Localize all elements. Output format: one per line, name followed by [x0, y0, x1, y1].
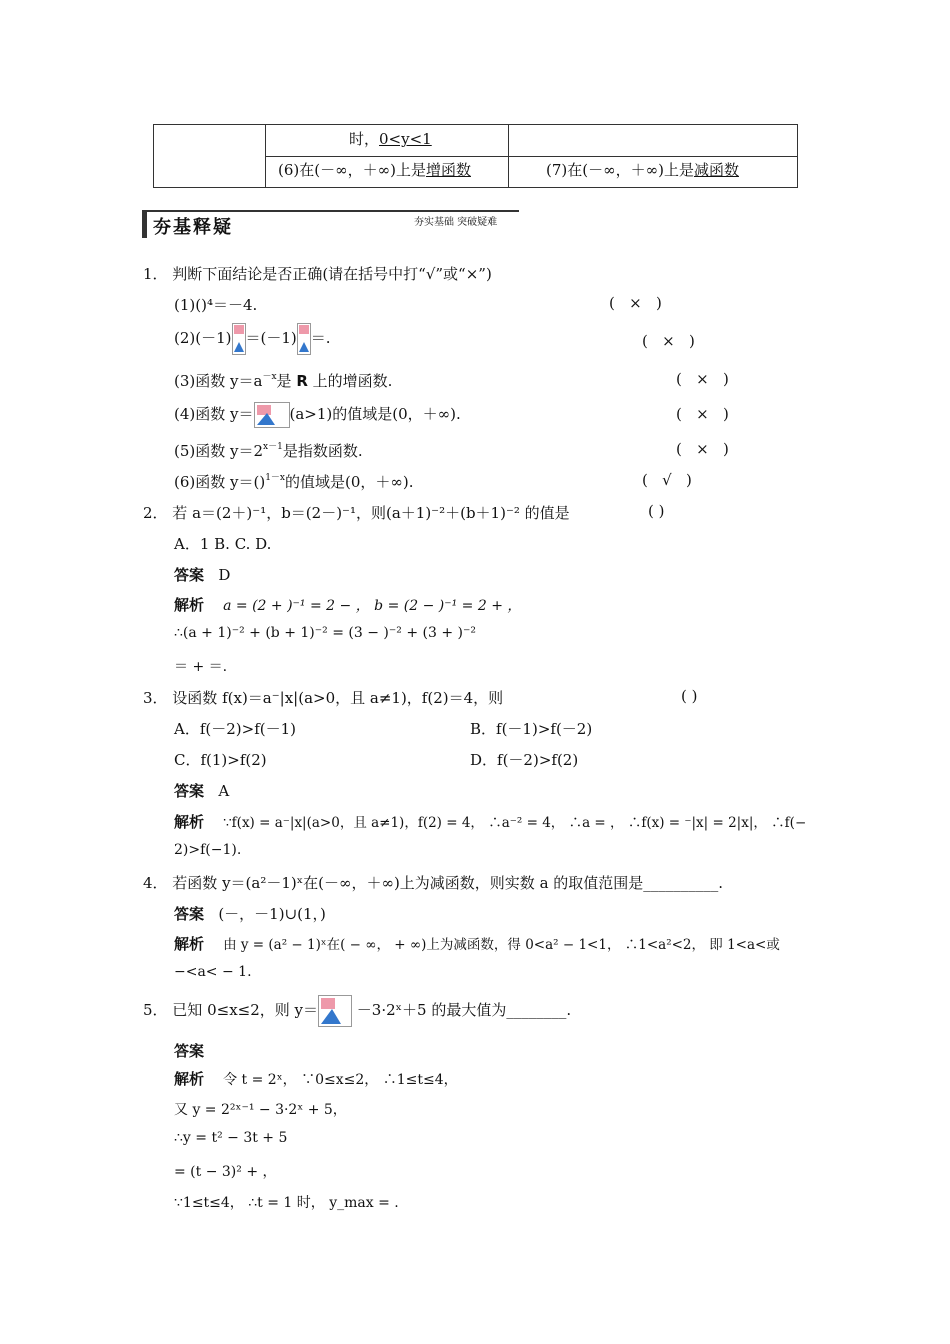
q5-answer	[174, 1040, 204, 1061]
answer-label: 答案	[174, 905, 205, 923]
q5-analysis-2: 又 y = 2²ˣ⁻¹ − 3·2ˣ + 5，	[174, 1102, 347, 1118]
q2-answer	[174, 564, 230, 585]
judgement-mark: ×	[696, 440, 709, 458]
q2-stem: 2． 若 a＝(2＋)⁻¹，b＝(2－)⁻¹，则(a＋1)⁻²＋(b＋1)⁻² 的值是	[143, 504, 570, 522]
q2-options: A．1 B. C. D.	[174, 535, 272, 553]
table-border-bottom	[153, 187, 798, 188]
section-subtitle: 夯实基础 突破疑难	[414, 217, 498, 228]
q3-analysis-2: 2)>f(−1).	[174, 842, 242, 858]
q1-item-5	[174, 440, 363, 461]
judgement-mark: √	[662, 471, 672, 489]
stem-text: －3·2ˣ＋5 的最大值为________.	[356, 1001, 572, 1019]
q4-analysis-2: −<a< − 1.	[174, 964, 252, 980]
q5-analysis-1	[174, 1068, 458, 1089]
q5-analysis-4: = (t − 3)² + ，	[174, 1164, 277, 1180]
item-text: (5)函数 y＝2	[174, 442, 264, 460]
q1-item-2	[174, 323, 331, 355]
q1-item-5-answer: ( × )	[676, 440, 729, 458]
q5-analysis-3: ∴y = t² − 3t + 5	[174, 1130, 288, 1146]
judgement-mark: ×	[662, 332, 675, 350]
broken-image-icon	[318, 995, 352, 1027]
answer-label: 答案	[174, 566, 205, 584]
cell-underlined-text: 0<y<1	[379, 130, 432, 148]
cell-text: (7)在(－∞，＋∞)上是	[546, 161, 694, 179]
q1-item-3-answer: ( × )	[676, 370, 729, 388]
item-text: ＝.	[310, 329, 331, 347]
q1-item-2-answer: ( × )	[642, 332, 695, 350]
table-border-right	[797, 124, 798, 188]
analysis-label: 解析	[174, 596, 205, 614]
analysis-text: a = (2 + )⁻¹ = 2 − ， b = (2 − )⁻¹ = 2 + ，	[223, 598, 522, 614]
analysis-label: 解析	[174, 813, 205, 831]
exponent: 1－x	[265, 473, 286, 483]
analysis-label: 解析	[174, 935, 205, 953]
q2-analysis-2: ∴(a + 1)⁻² + (b + 1)⁻² = (3 − )⁻² + (3 + )⁻²	[174, 625, 476, 641]
q3-stem: 3． 设函数 f(x)＝a⁻|x|(a>0，且 a≠1)，f(2)＝4，则	[143, 689, 504, 707]
exponent: x－1	[263, 442, 283, 452]
broken-image-icon	[254, 402, 290, 428]
answer-value: A	[218, 782, 230, 800]
q2-analysis-1	[174, 594, 521, 615]
table-col-divider-1	[265, 124, 266, 188]
broken-image-icon	[232, 323, 246, 355]
q5-analysis-5: ∵1≤t≤4， ∴t = 1 时， y_max = .	[174, 1195, 399, 1211]
item-text: (4)函数 y＝	[174, 405, 254, 423]
section-title: 夯基释疑	[153, 217, 233, 238]
q3-option-a: A．f(－2)>f(－1)	[174, 720, 296, 738]
cell-underlined-text: 增函数	[425, 161, 471, 179]
analysis-text: ∵f(x) = a⁻|x|(a>0，且 a≠1)，f(2) = 4， ∴a⁻² = 4， ∴a = ， ∴f(x) = ⁻|x| = 2|x|， ∴f(−	[223, 815, 807, 831]
q1-item-1-answer: ( × )	[609, 294, 662, 312]
set-symbol: R	[296, 372, 308, 390]
q1-item-6	[174, 471, 414, 492]
q3-option-d: D．f(－2)>f(2)	[470, 751, 579, 769]
q3-option-b: B．f(－1)>f(－2)	[470, 720, 593, 738]
item-text: 是	[276, 372, 292, 390]
q3-answer	[174, 780, 229, 801]
item-text: (2)(－1)	[174, 329, 232, 347]
q1-stem: 1． 判断下面结论是否正确(请在括号中打“√”或“×”)	[143, 265, 492, 283]
section-header-rule	[147, 210, 519, 212]
q2-answer-paren: ( )	[648, 502, 665, 520]
table-cell-r1-mid	[349, 128, 432, 149]
judgement-mark: ×	[629, 294, 642, 312]
q3-option-c: C．f(1)>f(2)	[174, 751, 267, 769]
q1-item-1: (1)()⁴＝－4.	[174, 296, 258, 314]
cell-underlined-text: 减函数	[693, 161, 739, 179]
judgement-mark: ×	[696, 405, 709, 423]
q1-item-3	[174, 370, 392, 391]
item-text: 是指数函数.	[282, 442, 363, 460]
q1-item-6-answer: ( √ )	[642, 471, 692, 489]
table-border-top	[153, 124, 798, 125]
cell-text: (6)在(－∞，＋∞)上是	[278, 161, 426, 179]
item-text: (3)函数 y＝a	[174, 372, 263, 390]
answer-value: D	[218, 566, 231, 584]
q1-item-4-answer: ( × )	[676, 405, 729, 423]
answer-value: (－，－1)∪(1，)	[218, 905, 326, 923]
item-text: ＝(－1)	[245, 329, 297, 347]
analysis-text: 由 y = (a² − 1)ˣ在( − ∞， + ∞)上为减函数，得 0<a² − 1<1， ∴1<a²<2， 即 1<a<或	[223, 937, 780, 953]
q3-answer-paren: ( )	[681, 687, 698, 705]
table-border-left	[153, 124, 154, 188]
item-text: 上的增函数.	[312, 372, 393, 390]
q2-analysis-3: ＝ + ＝.	[174, 659, 228, 675]
exponent: －x	[262, 372, 277, 382]
stem-text: 5． 已知 0≤x≤2，则 y＝	[143, 1001, 319, 1019]
cell-text: 时，	[349, 130, 380, 148]
q4-stem: 4． 若函数 y＝(a²－1)ˣ在(－∞，＋∞)上为减函数，则实数 a 的取值范围是__________.	[143, 874, 724, 892]
section-header-bar	[142, 210, 147, 238]
q3-analysis-1	[174, 811, 806, 832]
analysis-label: 解析	[174, 1070, 205, 1088]
q4-answer	[174, 903, 326, 924]
item-text: 的值域是(0，＋∞).	[285, 473, 414, 491]
broken-image-icon	[297, 323, 311, 355]
item-text: (a>1)的值域是(0，＋∞).	[289, 405, 461, 423]
table-cell-r2-right	[546, 159, 739, 180]
table-cell-r2-mid	[278, 159, 471, 180]
table-row-divider	[265, 156, 798, 157]
q5-stem	[143, 995, 571, 1027]
q4-analysis-1	[174, 933, 780, 954]
judgement-mark: ×	[696, 370, 709, 388]
q1-item-4	[174, 402, 461, 428]
answer-label: 答案	[174, 782, 205, 800]
analysis-text: 令 t = 2ˣ， ∵0≤x≤2， ∴1≤t≤4，	[223, 1072, 458, 1088]
item-text: (6)函数 y＝()	[174, 473, 266, 491]
table-col-divider-2	[508, 124, 509, 188]
answer-label: 答案	[174, 1042, 205, 1060]
